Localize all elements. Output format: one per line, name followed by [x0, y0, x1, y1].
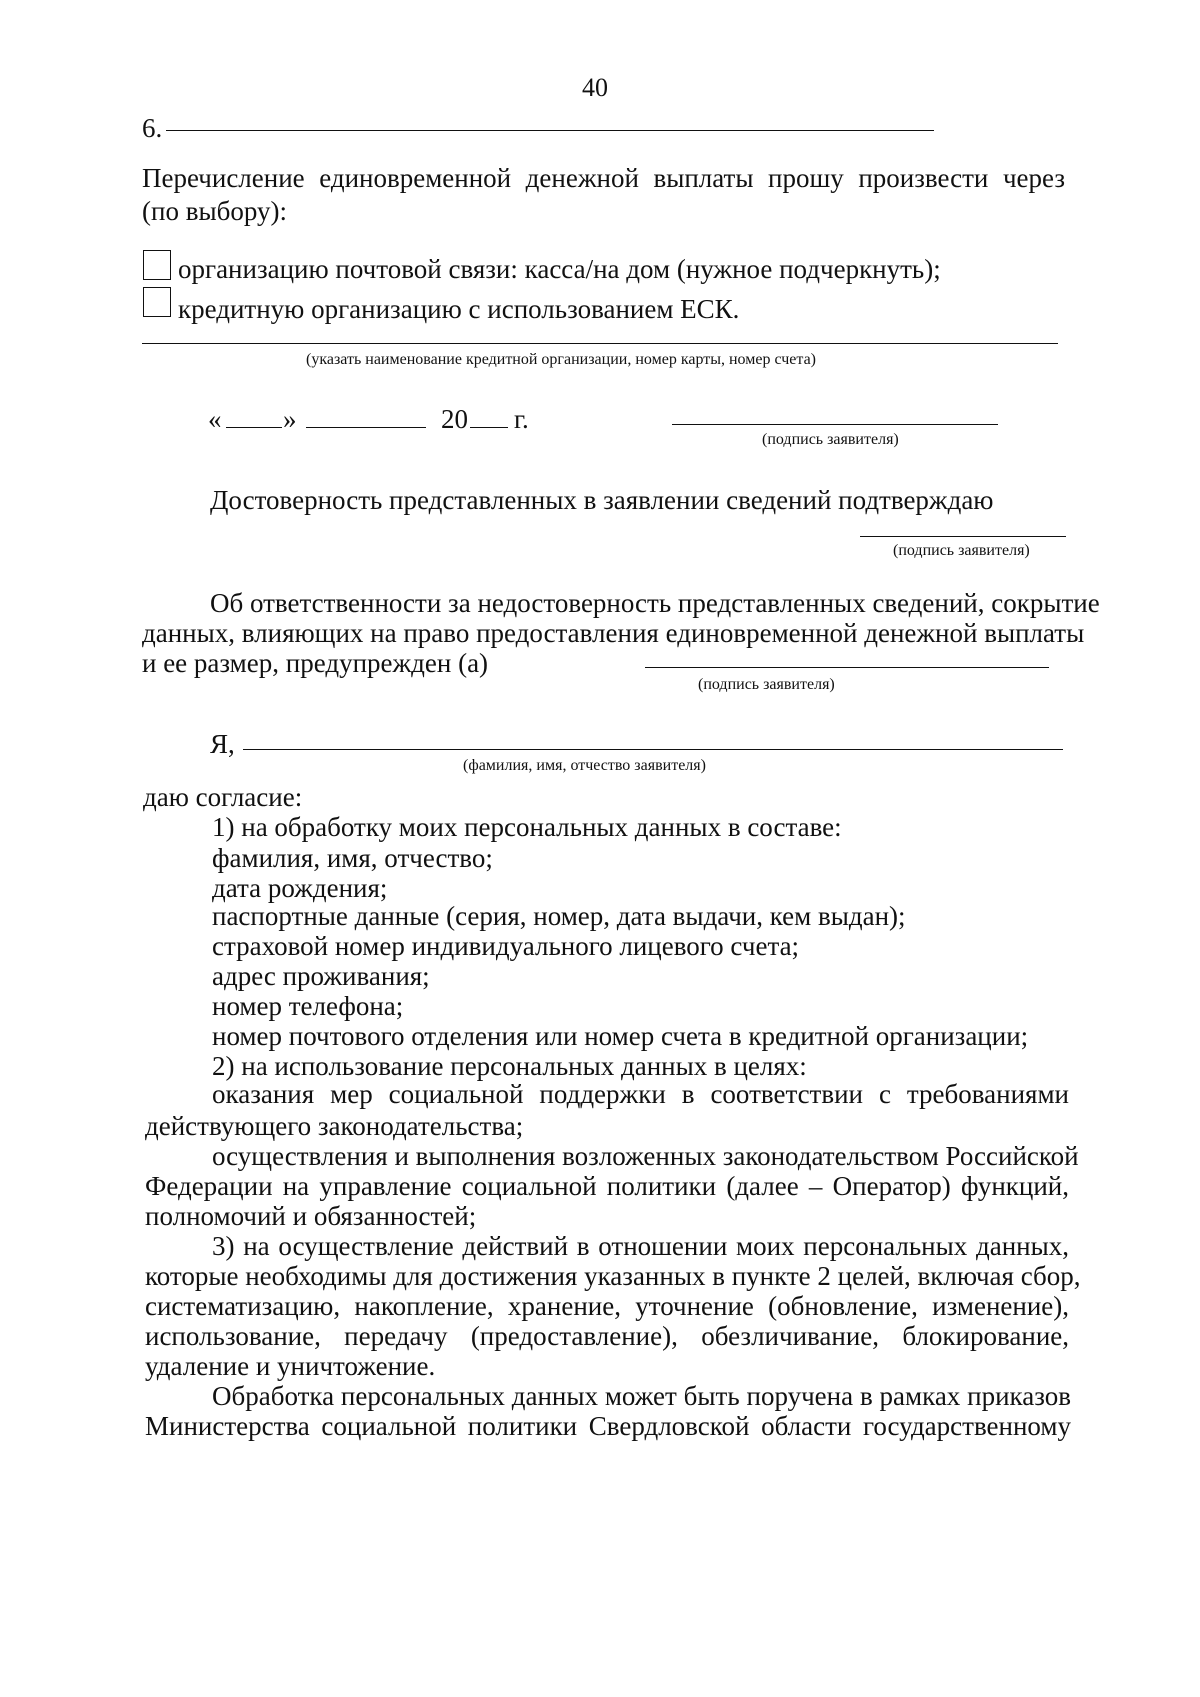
- item6-number: 6.: [142, 113, 163, 143]
- consent-line-4: страховой номер индивидуального лицевого счета;: [212, 931, 800, 961]
- p3-line3: систематизацию, накопление, хранение, уточнение (обновление, изменение),: [145, 1291, 1069, 1321]
- responsibility-line1: Об ответственности за недостоверность представленных сведений, сокрытие: [210, 588, 1100, 618]
- consent-line-0: 1) на обработку моих персональных данных в составе:: [212, 812, 842, 842]
- page-number: 40: [582, 73, 608, 102]
- processing-line1: Обработка персональных данных может быть поручена в рамках приказов: [212, 1381, 1071, 1411]
- consent-line-8: 2) на использование персональных данных в целях:: [212, 1051, 807, 1081]
- consent-line-5: адрес проживания;: [212, 961, 430, 991]
- purpose1-line2: действующего законодательства;: [145, 1111, 524, 1141]
- confirm-signature-caption: (подпись заявителя): [893, 542, 1030, 559]
- purpose2-line3: полномочий и обязанностей;: [145, 1201, 477, 1231]
- date-signature-caption: (подпись заявителя): [762, 431, 899, 448]
- consent-line-2: дата рождения;: [212, 873, 388, 903]
- p3-line1: 3) на осуществление действий в отношении моих персональных данных,: [212, 1231, 1069, 1261]
- consent-name-line[interactable]: [243, 749, 1063, 750]
- consent-line-1: фамилия, имя, отчество;: [212, 843, 493, 873]
- consent-line-7: номер почтового отделения или номер счета в кредитной организации;: [212, 1021, 1029, 1051]
- p3-line5: удаление и уничтожение.: [145, 1351, 436, 1381]
- responsibility-signature-line[interactable]: [645, 667, 1049, 668]
- credit-option-label: кредитную организацию с использованием ЕСК.: [178, 294, 740, 324]
- payment-intro-line2: (по выбору):: [142, 196, 287, 226]
- confirm-text: Достоверность представленных в заявлении сведений подтверждаю: [210, 485, 994, 515]
- purpose2-line1: осуществления и выполнения возложенных законодательством Российской: [212, 1141, 1079, 1171]
- payment-intro-line1: Перечисление единовременной денежной выплаты прошу произвести через: [142, 163, 1065, 193]
- date-year-prefix: 20: [441, 404, 468, 434]
- credit-option-checkbox[interactable]: [143, 287, 171, 317]
- postal-option-checkbox[interactable]: [143, 250, 171, 280]
- consent-give: даю согласие:: [143, 782, 303, 812]
- bank-details-caption: (указать наименование кредитной организации, номер карты, номер счета): [306, 351, 817, 368]
- date-month-line[interactable]: [306, 427, 426, 428]
- purpose1-line1: оказания мер социальной поддержки в соответствии с требованиями: [212, 1079, 1069, 1109]
- date-close-quote: »: [283, 404, 297, 434]
- date-open-quote: «: [208, 404, 222, 434]
- consent-ya: Я,: [210, 729, 235, 759]
- date-year-line[interactable]: [470, 427, 508, 428]
- purpose2-line2: Федерации на управление социальной политики (далее – Оператор) функций,: [145, 1171, 1069, 1201]
- responsibility-signature-caption: (подпись заявителя): [698, 676, 835, 693]
- consent-line-3: паспортные данные (серия, номер, дата выдачи, кем выдан);: [212, 901, 906, 931]
- processing-line2: Министерства социальной политики Свердловской области государственному: [145, 1411, 1071, 1441]
- consent-name-caption: (фамилия, имя, отчество заявителя): [463, 757, 706, 774]
- p3-line4: использование, передачу (предоставление), обезличивание, блокирование,: [145, 1321, 1069, 1351]
- date-year-suffix: г.: [514, 404, 529, 434]
- date-signature-line[interactable]: [672, 424, 998, 425]
- p3-line2: которые необходимы для достижения указанных в пункте 2 целей, включая сбор,: [145, 1261, 1081, 1291]
- consent-line-6: номер телефона;: [212, 991, 404, 1021]
- date-day-line[interactable]: [226, 427, 282, 428]
- responsibility-line2: данных, влияющих на право предоставления единовременной денежной выплаты: [142, 618, 1085, 648]
- item6-blank-line[interactable]: [166, 130, 934, 131]
- responsibility-line3: и ее размер, предупрежден (а): [142, 648, 489, 678]
- postal-option-label: организацию почтовой связи: касса/на дом (нужное подчеркнуть);: [178, 254, 941, 284]
- bank-details-line[interactable]: [142, 343, 1058, 344]
- confirm-signature-line[interactable]: [860, 536, 1066, 537]
